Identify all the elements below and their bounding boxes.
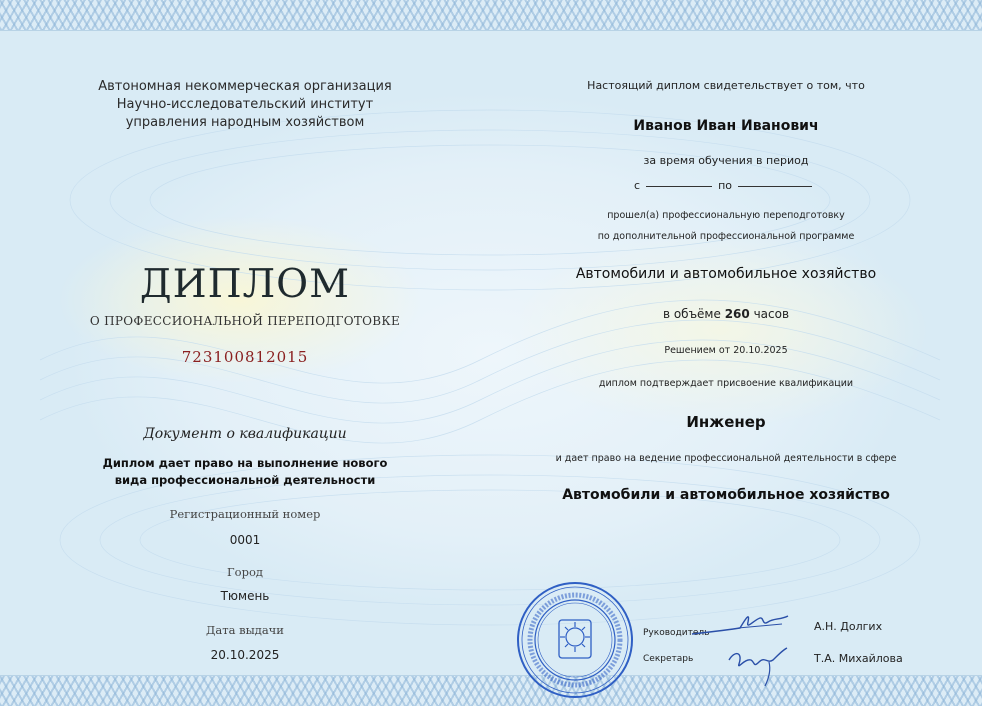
org-line-1: Автономная некоммерческая организация (98, 79, 392, 94)
diploma-subtitle: О ПРОФЕССИОНАЛЬНОЙ ПЕРЕПОДГОТОВКЕ (89, 314, 401, 328)
secretary-label: Секретарь (643, 654, 694, 664)
director-label: Руководитель (643, 628, 710, 638)
city-value: Тюмень (220, 589, 270, 603)
period-label: за время обучения в период (643, 154, 809, 167)
period-dates (520, 179, 932, 192)
director-name: А.Н. Долгих (814, 620, 883, 633)
secretary-signature-mark (725, 640, 805, 690)
org-line-2: Научно-исследовательский институт (116, 97, 374, 112)
top-ornament-border (0, 0, 982, 31)
period-to-label: по (718, 179, 732, 192)
qualification-confirm: диплом подтверждает присвоение квалификации (598, 378, 854, 389)
right-line-1: Диплом дает право на выполнение нового (102, 456, 388, 470)
issue-date-value: 20.10.2025 (210, 648, 280, 662)
volume-suffix: часов (753, 307, 790, 321)
issue-date-label: Дата выдачи (206, 623, 284, 637)
volume-prefix: в объёме (662, 307, 721, 321)
diploma-number: 723100812015 (181, 348, 309, 366)
right-line-2: вида профессиональной деятельности (114, 473, 376, 487)
passed-line-2: по дополнительной профессиональной программе (597, 231, 855, 242)
diploma-title: ДИПЛОМ (139, 262, 351, 307)
program-name: Автомобили и автомобильное хозяйство (575, 266, 877, 282)
period-to-blank (738, 186, 812, 187)
official-seal (515, 580, 635, 700)
passed-line-1: прошел(а) профессиональную переподготовку (607, 210, 845, 221)
intro-text: Настоящий диплом свидетельствует о том, что (587, 79, 865, 92)
org-line-3: управления народным хозяйством (125, 115, 365, 130)
sphere-intro: и дает право на ведение профессиональной деятельности в сфере (555, 453, 897, 464)
volume-line (520, 307, 932, 321)
secretary-name: Т.А. Михайлова (814, 652, 903, 665)
volume-hours: 260 (724, 307, 750, 321)
document-type: Документ о квалификации (143, 426, 347, 442)
city-label: Город (227, 565, 263, 579)
bottom-ornament-border (0, 675, 982, 706)
graduate-name: Иванов Иван Иванович (633, 118, 819, 134)
period-from-label: с (634, 179, 641, 192)
qualification: Инженер (686, 413, 766, 431)
reg-number-label: Регистрационный номер (169, 507, 321, 521)
period-from-blank (646, 186, 712, 187)
director-signature-mark (690, 608, 790, 644)
activity-sphere: Автомобили и автомобильное хозяйство (562, 487, 890, 503)
reg-number-value: 0001 (229, 533, 261, 547)
decision-text: Решением от 20.10.2025 (664, 345, 788, 356)
